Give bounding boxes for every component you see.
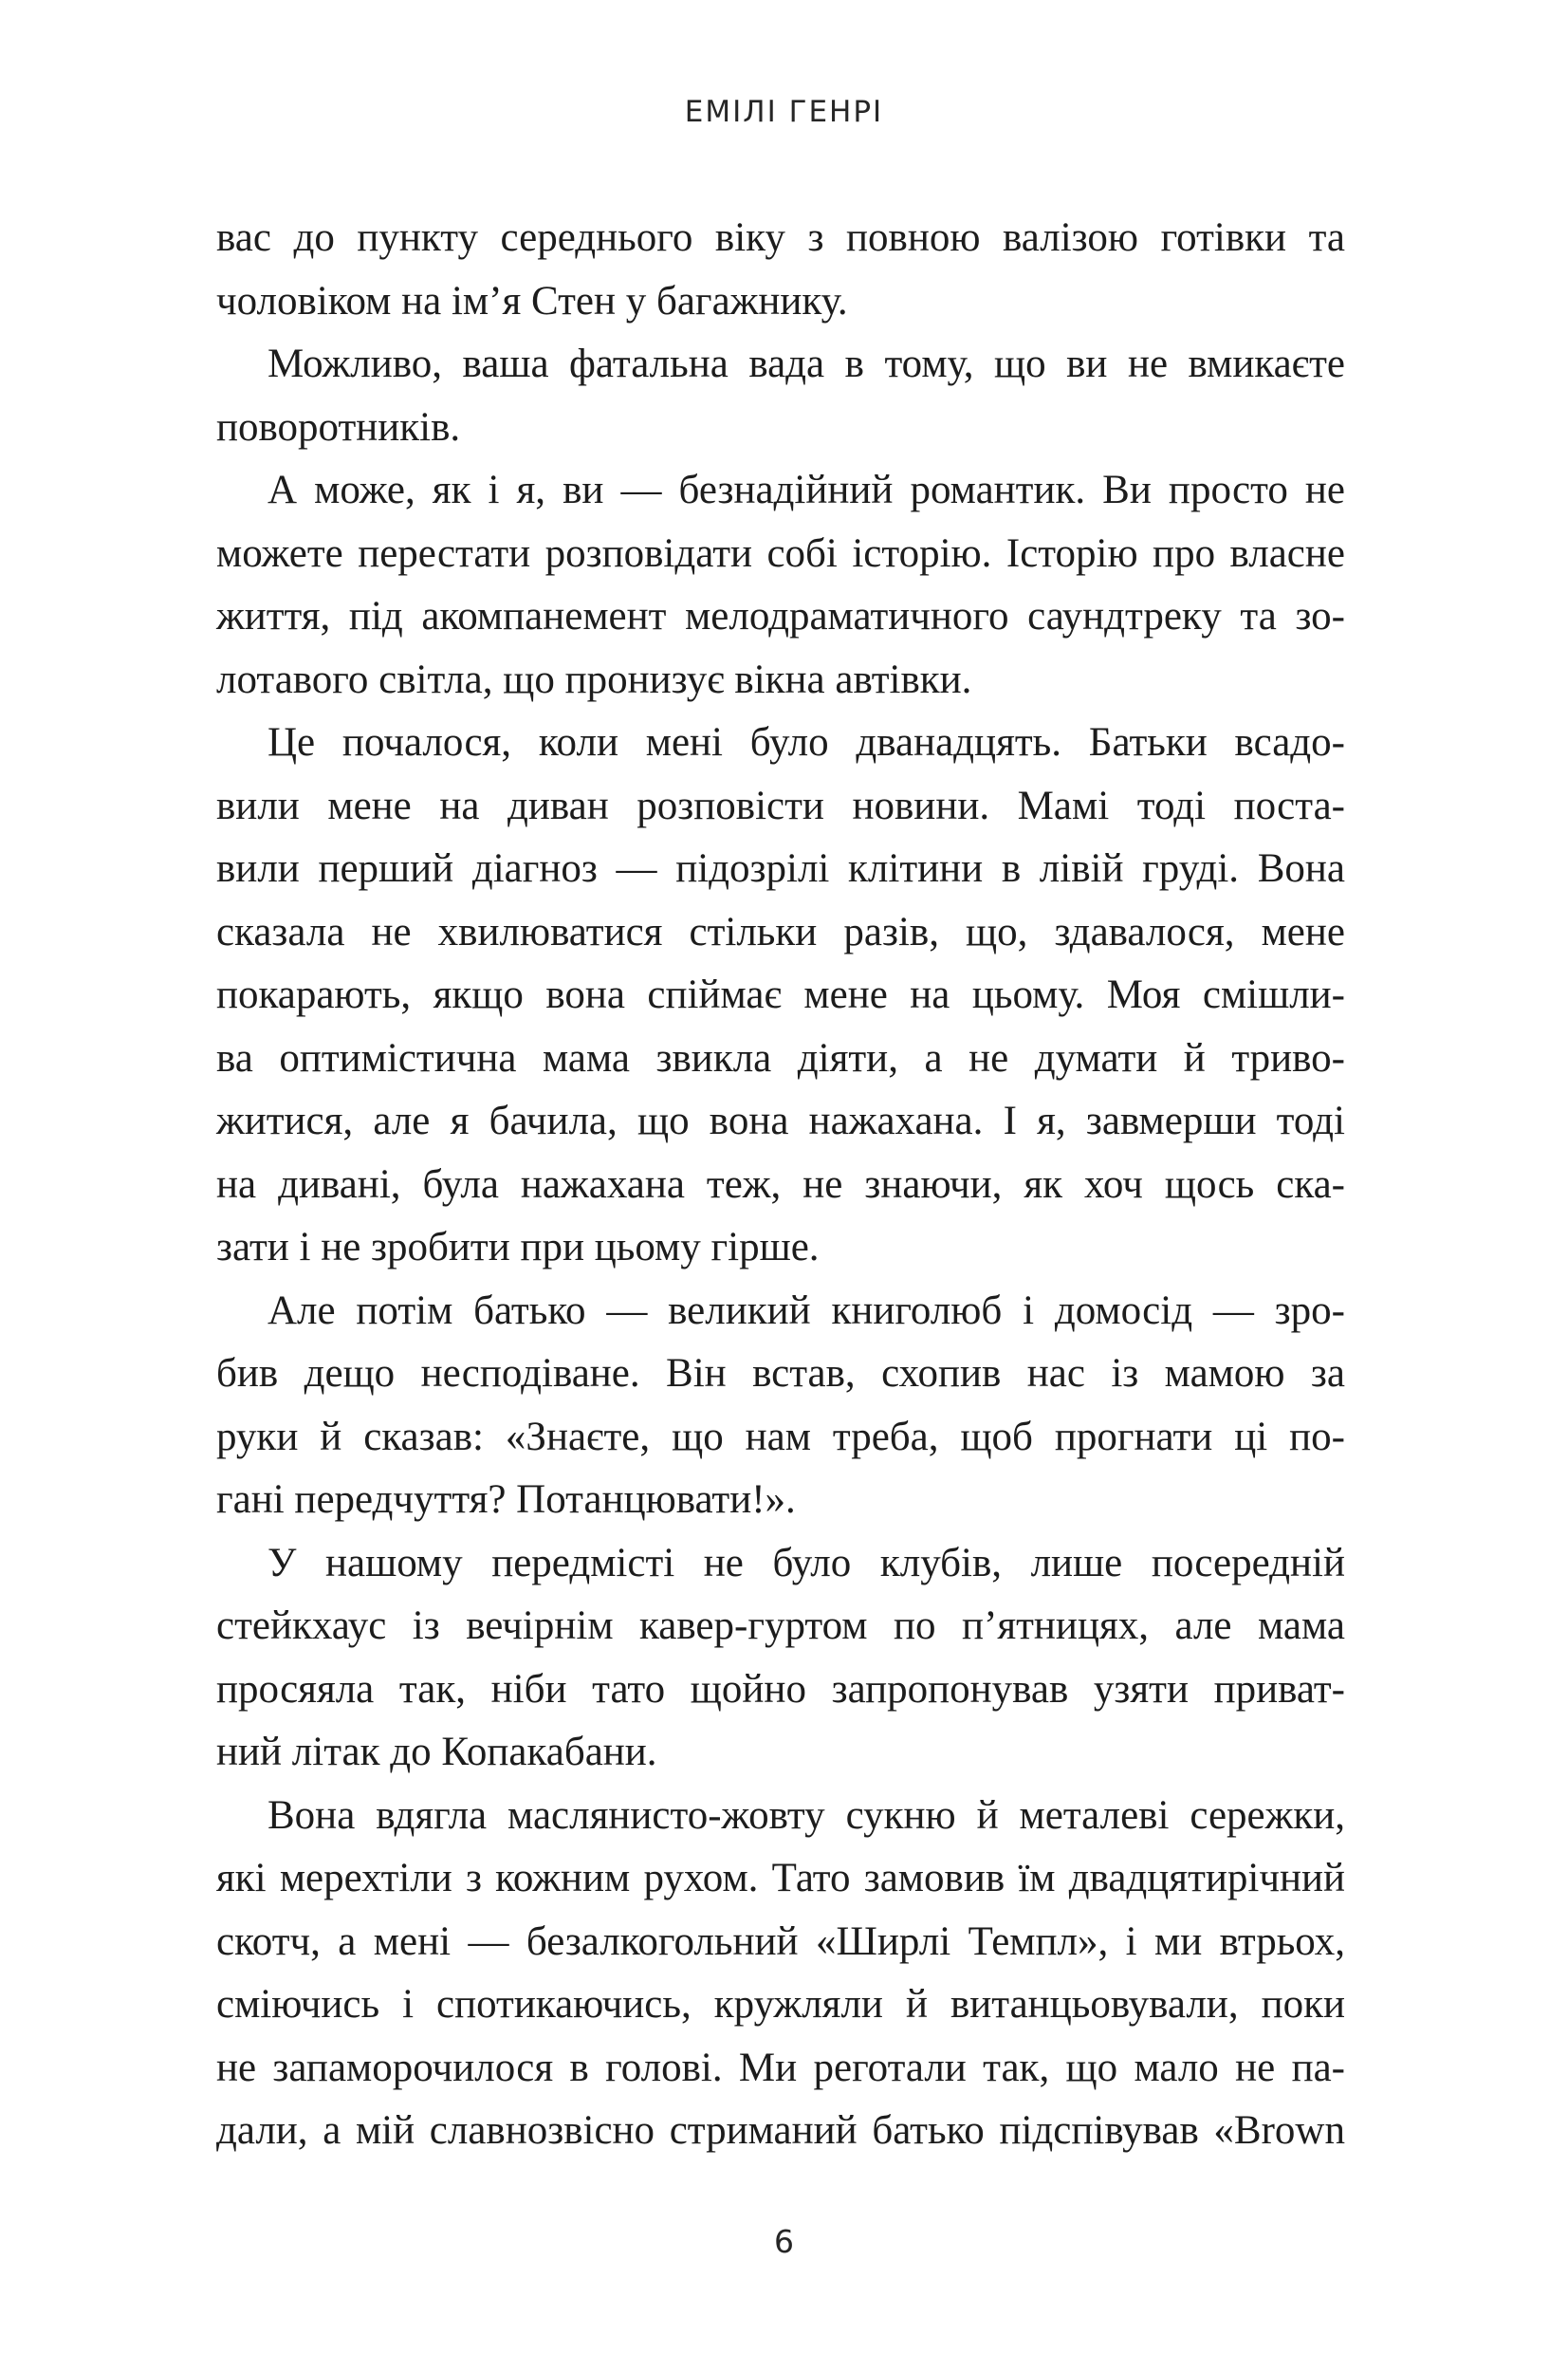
text-line: поворотників.: [216, 404, 461, 450]
paragraph: [216, 207, 1345, 333]
paragraph: [216, 1532, 1345, 1785]
text-line: ний літак до Копакабани.: [216, 1730, 657, 1774]
text-line: чоловіком на ім’я Стен у багажнику.: [216, 278, 848, 324]
text-line: зати і не зробити при цьому гірше.: [216, 1225, 820, 1269]
running-head: ЕМІЛІ ГЕНРІ: [684, 95, 884, 129]
paragraph: [216, 333, 1345, 459]
text-line: Але потім батько — великий книголюб і домосід — зро-: [267, 1288, 1345, 1333]
paragraph: [216, 712, 1345, 1280]
text-line: просяяла так, ніби тато щойно запропонував узяти приват-: [216, 1666, 1345, 1712]
text-line: сказала не хвилюватися стільки разів, що, здавалося, мене: [216, 909, 1345, 954]
text-line: житися, але я бачила, що вона нажахана. І я, завмерши тоді: [216, 1099, 1345, 1143]
text-line: вас до пункту середнього віку з повною валізою готівки та: [216, 215, 1345, 260]
text-line: дали, а мій славнозвісно стриманий батько підспівував «Brown: [216, 2108, 1345, 2153]
text-line: ва оптимістична мама звикла діяти, а не думати й триво-: [216, 1035, 1345, 1081]
paragraph: [216, 1280, 1345, 1532]
body-text: [216, 207, 1345, 2163]
text-line: Можливо, ваша фатальна вада в тому, що ви не вмикаєте: [267, 342, 1345, 386]
text-line: не запаморочилося в голові. Ми реготали так, що мало не па-: [216, 2045, 1345, 2090]
text-line: бив дещо несподіване. Він встав, схопив нас із мамою за: [216, 1351, 1345, 1396]
text-line: покарають, якщо вона спіймає мене на цьому. Моя смішли-: [216, 973, 1345, 1017]
text-line: У нашому передмісті не було клубів, лише посередній: [267, 1540, 1345, 1585]
text-line: скотч, а мені — безалкогольний «Ширлі Темпл», і ми втрьох,: [216, 1918, 1345, 1964]
text-line: лотавого світла, що пронизує вікна автівки.: [216, 657, 972, 702]
text-line: руки й сказав: «Знаєте, що нам треба, щоб прогнати ці по-: [216, 1414, 1345, 1459]
text-line: які мерехтіли з кожним рухом. Тато замовив їм двадцятирічний: [216, 1856, 1345, 1900]
text-line: сміючись і спотикаючись, кружляли й витанцьовували, поки: [216, 1982, 1345, 2027]
text-line: вили перший діагноз — підозрілі клітини в лівій груді. Вона: [216, 846, 1345, 891]
text-line: гані передчуття? Потанцювати!».: [216, 1477, 796, 1522]
text-line: життя, під акомпанемент мелодраматичного саундтреку та зо-: [216, 594, 1345, 639]
text-line: А може, як і я, ви — безнадійний романтик. Ви просто не: [267, 468, 1345, 512]
paragraph: [216, 1785, 1345, 2163]
text-line: Це почалося, коли мені було дванадцять. Батьки всадо-: [267, 720, 1345, 765]
text-line: можете перестати розповідати собі історію. Історію про власне: [216, 530, 1345, 576]
paragraph: [216, 459, 1345, 712]
text-line: Вона вдягла маслянисто-жовту сукню й металеві сережки,: [267, 1792, 1345, 1838]
text-line: на дивані, була нажахана теж, не знаючи, як хоч щось ска-: [216, 1161, 1345, 1207]
page-number: 6: [774, 2223, 794, 2260]
text-line: стейкхаус із вечірнім кавер-гуртом по п’ятницях, але мама: [216, 1603, 1345, 1648]
text-line: вили мене на диван розповісти новини. Мамі тоді поста-: [216, 783, 1345, 828]
